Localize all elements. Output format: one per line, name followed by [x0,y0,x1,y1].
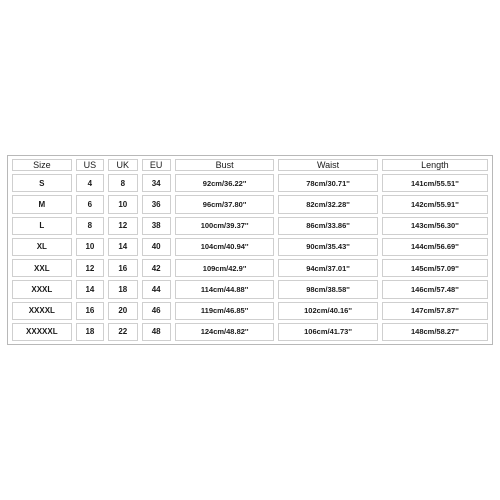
length-cell: 148cm/58.27'' [382,323,488,341]
table-row [12,323,488,341]
length-cell: 141cm/55.51'' [382,174,488,192]
table-row [12,302,488,320]
uk-cell: 12 [108,217,137,235]
length-cell: 147cm/57.87'' [382,302,488,320]
size-cell: XXXL [12,280,72,298]
eu-cell: 44 [142,280,171,298]
length-cell: 144cm/56.69'' [382,238,488,256]
size-chart [8,156,492,344]
uk-cell: 14 [108,238,137,256]
header-uk: UK [108,159,137,171]
eu-cell: 40 [142,238,171,256]
waist-cell: 90cm/35.43'' [278,238,377,256]
us-cell: 10 [76,238,104,256]
length-cell: 146cm/57.48'' [382,280,488,298]
bust-cell: 114cm/44.88'' [175,280,274,298]
size-chart-table [7,155,493,345]
table-row [12,217,488,235]
uk-cell: 8 [108,174,137,192]
size-cell: XL [12,238,72,256]
bust-cell: 119cm/46.85'' [175,302,274,320]
size-cell: M [12,195,72,213]
table-row [12,195,488,213]
header-bust: Bust [175,159,274,171]
header-waist: Waist [278,159,377,171]
us-cell: 12 [76,259,104,277]
us-cell: 18 [76,323,104,341]
table-row [12,259,488,277]
bust-cell: 92cm/36.22'' [175,174,274,192]
eu-cell: 36 [142,195,171,213]
eu-cell: 42 [142,259,171,277]
bust-cell: 109cm/42.9'' [175,259,274,277]
size-cell: L [12,217,72,235]
header-row [12,159,488,171]
header-eu: EU [142,159,171,171]
uk-cell: 16 [108,259,137,277]
header-us: US [76,159,104,171]
length-cell: 142cm/55.91'' [382,195,488,213]
length-cell: 143cm/56.30'' [382,217,488,235]
bust-cell: 100cm/39.37'' [175,217,274,235]
us-cell: 6 [76,195,104,213]
table-row [12,174,488,192]
size-cell: S [12,174,72,192]
uk-cell: 18 [108,280,137,298]
eu-cell: 46 [142,302,171,320]
table-row [12,238,488,256]
bust-cell: 96cm/37.80'' [175,195,274,213]
uk-cell: 10 [108,195,137,213]
waist-cell: 94cm/37.01'' [278,259,377,277]
us-cell: 8 [76,217,104,235]
waist-cell: 98cm/38.58'' [278,280,377,298]
length-cell: 145cm/57.09'' [382,259,488,277]
bust-cell: 104cm/40.94'' [175,238,274,256]
waist-cell: 86cm/33.86'' [278,217,377,235]
header-length: Length [382,159,488,171]
size-cell: XXXXXL [12,323,72,341]
us-cell: 16 [76,302,104,320]
waist-cell: 102cm/40.16'' [278,302,377,320]
table-row [12,280,488,298]
waist-cell: 78cm/30.71'' [278,174,377,192]
uk-cell: 20 [108,302,137,320]
waist-cell: 82cm/32.28'' [278,195,377,213]
size-cell: XXL [12,259,72,277]
eu-cell: 48 [142,323,171,341]
header-size: Size [12,159,72,171]
eu-cell: 34 [142,174,171,192]
waist-cell: 106cm/41.73'' [278,323,377,341]
us-cell: 14 [76,280,104,298]
us-cell: 4 [76,174,104,192]
bust-cell: 124cm/48.82'' [175,323,274,341]
eu-cell: 38 [142,217,171,235]
uk-cell: 22 [108,323,137,341]
size-cell: XXXXL [12,302,72,320]
